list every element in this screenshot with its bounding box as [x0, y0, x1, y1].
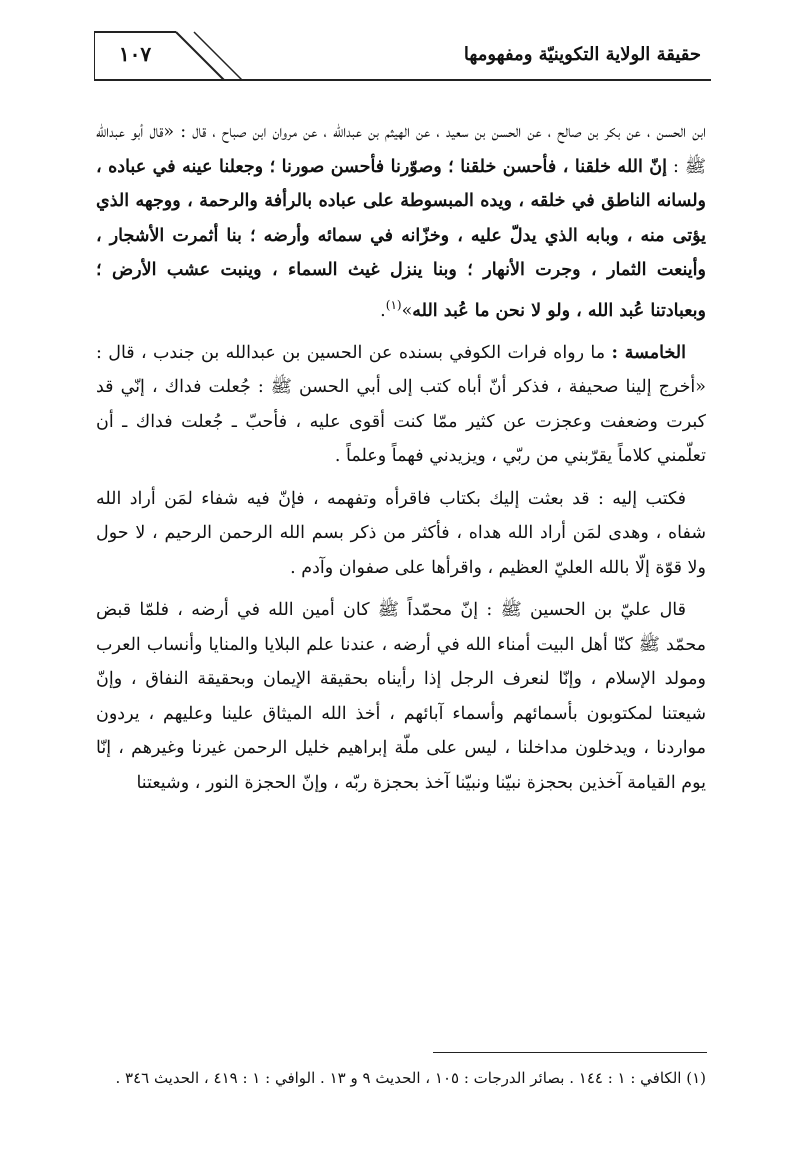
page-number: ١٠٧ — [118, 42, 152, 66]
quote-close: » — [401, 300, 413, 321]
running-title: حقيقة الولاية التكوينيّة ومفهومها — [463, 44, 701, 65]
paragraph-2-text: ما رواه فرات الكوفي بسنده عن الحسين بن عبدالله بن جندب ، قال : «أخرج إلينا صحيفة ، فذكر أنّ أباه كتب إلى أبي الحسن ﷺ : جُعلت فداك ، إنّي قد كبرت وضعفت وعجزت عن كثير ممّا كنت أقوى عليه ، فأحبّ ـ جُعلت فداك ـ أن تعلّمني كلاماً يقرّبني من ربّي ، ويزيدني فهماً وعلماً . — [96, 342, 706, 467]
footnote: (١) الكافي : ١ : ١٤٤ . بصائر الدرجات : ١٠٥ ، الحديث ٩ و ١٣ . الوافي : ١ : ٤١٩ ، الحديث ٣٤٦ . — [115, 1069, 706, 1087]
paragraph-4 — [96, 593, 706, 800]
paragraph-2 — [96, 336, 706, 474]
paragraph-1 — [96, 115, 706, 328]
hadith-quote: إنّ الله خلقنا ، فأحسن خلقنا ؛ وصوّرنا فأحسن صورنا ؛ وجعلنا عينه في عباده ، ولسانه الناطق في خلقه ، ويده المبسوطة على عباده بالرأفة والرحمة ، ووجهه الذي يؤتى منه ، وبابه الذي يدلّ عليه ، وخزّانه في سمائه وأرضه ؛ بنا أثمرت الأشجار ، وأينعت الثمار ، وجرت الأنهار ؛ وبنا ينزل غيث السماء ، وينبت عشب الأرض ؛ وبعبادتنا عُبد الله ، ولو لا نحن ما عُبد الله — [96, 156, 706, 321]
paragraph-4-text: قال عليّ بن الحسين ﷺ : إنّ محمّداً ﷺ كان أمين الله في أرضه ، فلمّا قبض محمّد ﷺ كنّا أهل البيت أمناء الله في أرضه ، عندنا علم البلايا والمنايا وأنساب العرب ومولد الإسلام ، وإنّا لنعرف الرجل إذا رأيناه بحقيقة الإيمان وبحقيقة النفاق ، وإنّ شيعتنا لمكتوبون بأسمائهم وأسماء آبائهم ، أخذ الله الميثاق علينا وعليهم ، يردون مواردنا ، ويدخلون مداخلنا ، ليس على ملّة إبراهيم خليل الرحمن غيرنا وغيرهم ، إنّا يوم القيامة آخذين بحجزة نبيّنا ونبيّنا آخذ بحجزة ربّه ، وإنّ الحجزة النور ، وشيعتنا — [96, 600, 706, 793]
footnote-reference: (١) — [385, 297, 402, 312]
footnote-divider — [433, 1052, 707, 1053]
main-text — [96, 115, 706, 808]
page-header — [94, 30, 711, 90]
paragraph-1-end: . — [380, 300, 386, 321]
paragraph-1-lead: ابن الحسن ، عن بكر بن صالح ، عن الحسن بن سعيد ، عن الهيثم بن عبدالله ، عن مروان ابن صباح ، قال : «قال أبو عبدالله ﷺ : — [96, 122, 706, 177]
paragraph-label-fifth: الخامسة : — [611, 342, 686, 363]
paragraph-3-text: فكتب إليه : قد بعثت إليك بكتاب فاقرأه وتفهمه ، فإنّ فيه شفاء لمَن أراد الله شفاه ، وهدى لمَن أراد الله هداه ، فأكثر من ذكر بسم الله الرحمن الرحيم ، لا حول ولا قوّة إلّا بالله العليّ العظيم ، واقرأها على صفوان وآدم . — [96, 488, 706, 578]
paragraph-3 — [96, 482, 706, 586]
